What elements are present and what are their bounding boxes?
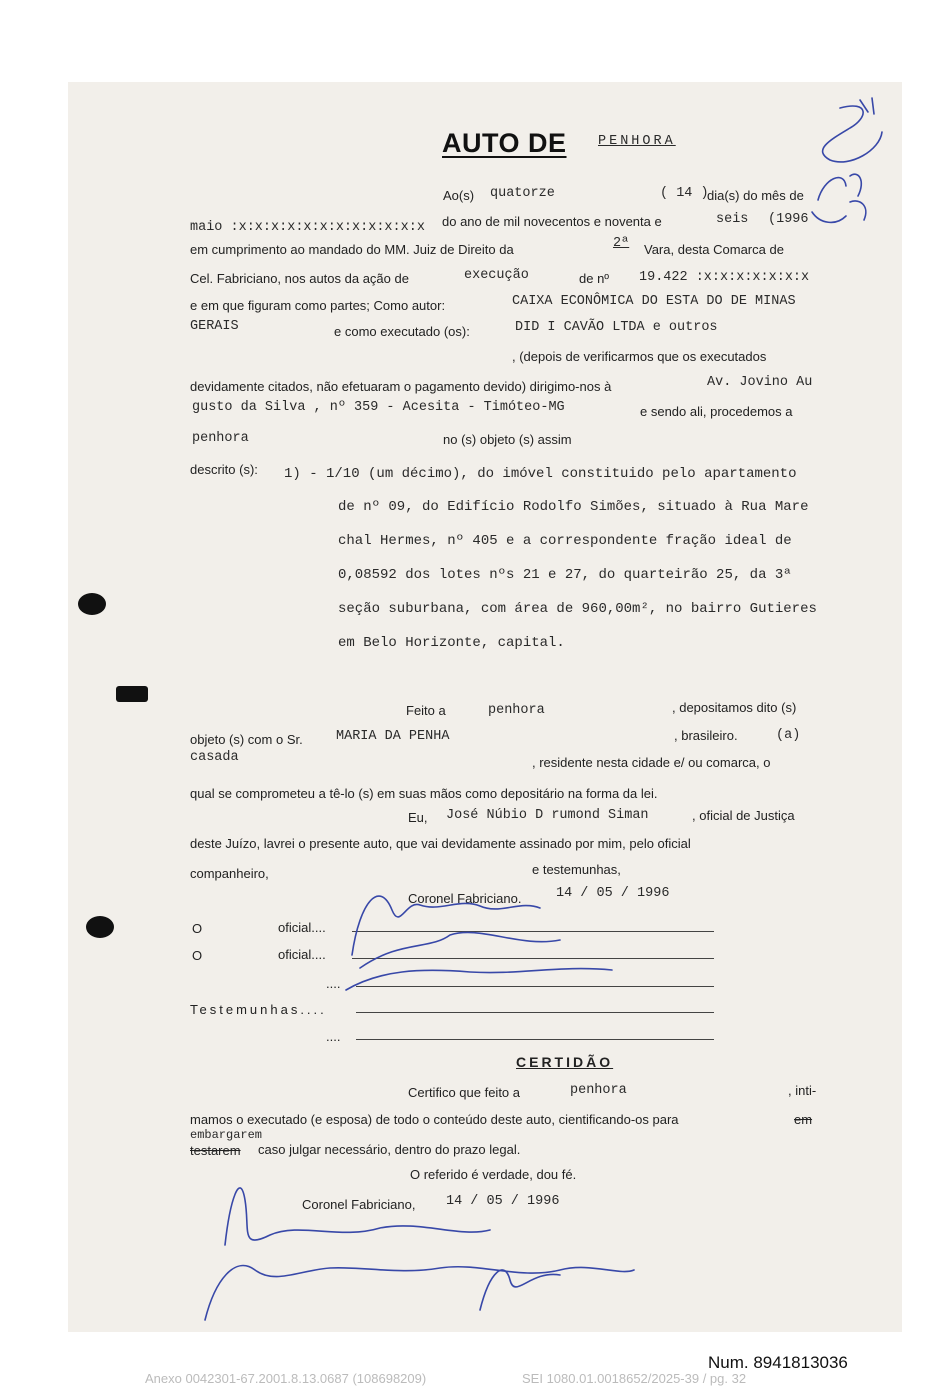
sig-oficial-2: oficial.... [278,947,326,962]
verdade-text: O referido é verdade, dou fé. [410,1167,577,1182]
description-line: 0,08592 dos lotes nºs 21 e 27, do quarteirão 25, da 3ª [338,567,792,583]
depositario-name: MARIA DA PENHA [336,729,450,744]
feito-label: Feito a [406,703,446,718]
nacionalidade-text: , brasileiro. [674,728,738,743]
compromisso-text: qual se comprometeu a tê-lo (s) em suas mãos como depositário na forma da lei. [190,786,658,801]
residente-text: , residente nesta cidade e/ ou comarca, o [532,755,771,770]
endereco-value: Av. Jovino Au [707,375,813,390]
executado-text: mamos o executado (e esposa) de todo o conteúdo deste auto, cientificando-os para [190,1112,679,1127]
certidao-local: Coronel Fabriciano, [302,1197,416,1212]
sig-o-1: O [192,921,203,936]
sei-reference: SEI 1080.01.0018652/2025-39 / pg. 32 [522,1371,747,1386]
feito-ato: penhora [488,703,545,718]
annex-reference: Anexo 0042301-67.2001.8.13.0687 (108698209) [145,1371,427,1386]
sig-o-2: O [192,948,203,963]
vara-text: Vara, desta Comarca de [644,242,784,257]
certidao-date: 14 / 05 / 1996 [446,1194,560,1209]
executado-label: e como executado (os): [334,324,470,339]
document-number: Num. 8941813036 [708,1353,848,1372]
year-label: do ano de mil novecentos e noventa e [442,214,662,229]
day-label: Ao(s) [443,188,475,203]
vara-number: 2ª [613,236,630,251]
eu-label: Eu, [408,810,428,825]
procedemos-text: e sendo ali, procedemos a [640,404,793,419]
certidao-heading: CERTIDÃO [516,1054,614,1070]
genero-mark: (a) [776,728,801,743]
ato-value: penhora [192,431,249,446]
local-date: 14 / 05 / 1996 [556,886,670,901]
certifico-label: Certifico que feito a [408,1085,521,1100]
verificacao-text: , (depois de verificarmos que os executados [512,349,767,364]
oficial-justica-text: , oficial de Justiça [692,808,795,823]
companheiro-label: companheiro, [190,866,269,881]
objeto-text: no (s) objeto (s) assim [443,432,572,447]
oficial-name: José Núbio D rumond Siman [446,808,649,823]
sig-dots: .... [326,976,341,991]
juizo-text: deste Juízo, lavrei o presente auto, que vai devidamente assinado por mim, pelo oficial [190,836,691,851]
mandado-text: em cumprimento ao mandado do MM. Juiz de Direito da [190,242,514,257]
page-title: AUTO DE [442,128,567,158]
processo-value: 19.422 :x:x:x:x:x:x:x [639,270,810,285]
description-line: 1) - 1/10 (um décimo), do imóvel constituido pelo apartamento [284,466,797,482]
embargarem-insert: embargarem [190,1128,263,1142]
day-number: ( 14 ) [660,186,709,201]
local-label: Coronel Fabriciano. [408,891,522,906]
testemunhas-label: Testemunhas.... [190,1002,327,1017]
certidao-ato: penhora [570,1083,627,1098]
descrito-label: descrito (s): [190,462,258,477]
depositamos-text: , depositamos dito (s) [672,700,797,715]
title-kind: PENHORA [598,134,676,149]
description-line: chal Hermes, nº 405 e a correspondente fração ideal de [338,533,792,549]
year-number: (1996 [768,212,809,227]
acao-label: Cel. Fabriciano, nos autos da ação de [190,271,409,286]
autor-value: CAIXA ECONÔMICA DO ESTA DO DE MINAS [512,294,796,309]
autor-label: e em que figuram como partes; Como autor: [190,298,446,313]
testemunhas-text: e testemunhas, [532,862,621,877]
autor-value-cont: GERAIS [190,319,239,334]
description-line: em Belo Horizonte, capital. [338,635,565,651]
struck-testarem: testarem [190,1143,241,1158]
processo-label: de nº [579,271,610,286]
description-line: seção suburbana, com área de 960,00m², no bairro Gutieres [338,601,817,617]
month-label: dia(s) do mês de [707,188,804,203]
acao-value: execução [464,268,529,283]
year-word: seis [716,212,749,227]
estado-civil: casada [190,750,239,765]
struck-word: em [794,1112,813,1127]
day-word: quatorze [490,186,555,201]
description-line: de nº 09, do Edifício Rodolfo Simões, situado à Rua Mare [338,499,809,515]
depositario-label: objeto (s) com o Sr. [190,732,303,747]
month-value: maio :x:x:x:x:x:x:x:x:x:x:x:x [190,220,425,235]
endereco-value-cont: gusto da Silva , nº 359 - Acesita - Timóteo-MG [192,400,565,415]
citados-text: devidamente citados, não efetuaram o pagamento devido) dirigimo-nos à [190,379,612,394]
prazo-text: caso julgar necessário, dentro do prazo legal. [258,1142,521,1157]
sig-oficial-1: oficial.... [278,920,326,935]
intimamos-text: , inti- [788,1083,817,1098]
executado-value: DID I CAVÃO LTDA e outros [515,320,718,335]
sig-dots-2: .... [326,1029,341,1044]
